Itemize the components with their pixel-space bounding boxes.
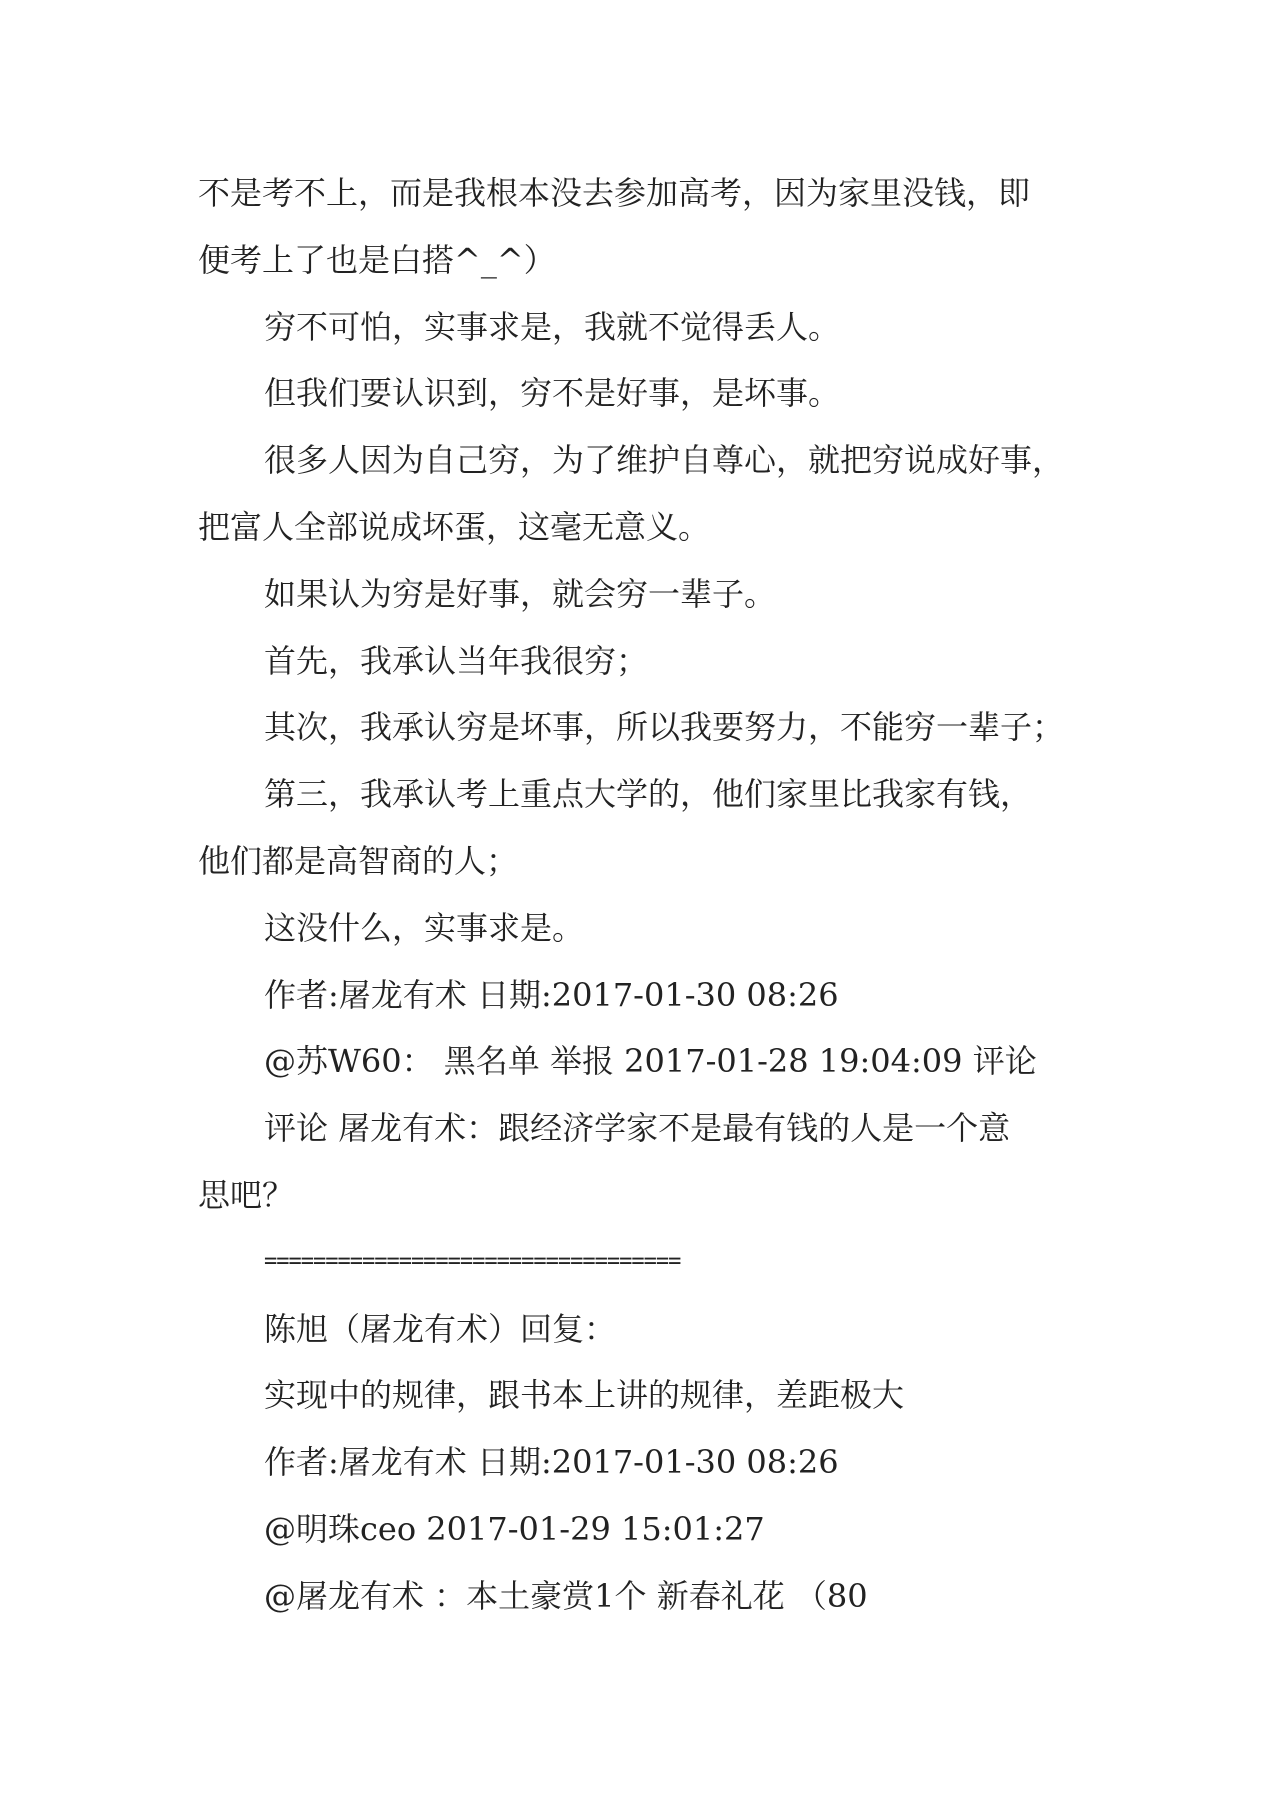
text-line: @屠龙有术 ：本土豪赏1个 新春礼花 （80 bbox=[264, 1576, 868, 1615]
text-line: 这没什么，实事求是。 bbox=[264, 908, 585, 947]
text-line: 穷不可怕，实事求是，我就不觉得丢人。 bbox=[264, 307, 841, 346]
text-line: @明珠ceo 2017-01-29 15:01:27 bbox=[264, 1509, 765, 1548]
text-line: 实现中的规律，跟书本上讲的规律，差距极大 bbox=[264, 1376, 905, 1415]
text-line: 作者:屠龙有术 日期:2017-01-30 08:26 bbox=[264, 975, 839, 1014]
separator-line: ================================== bbox=[264, 1248, 681, 1274]
text-line: 他们都是高智商的人； bbox=[198, 841, 519, 880]
text-line: 把富人全部说成坏蛋，这毫无意义。 bbox=[198, 507, 711, 546]
body-text bbox=[198, 160, 1078, 1630]
text-line: 不是考不上，而是我根本没去参加高考，因为家里没钱，即 bbox=[198, 174, 1031, 212]
text-line: 其次，我承认穷是坏事，所以我要努力，不能穷一辈子； bbox=[264, 708, 1065, 747]
text-line: 第三，我承认考上重点大学的，他们家里比我家有钱， bbox=[264, 775, 1033, 814]
text-line: 思吧？ bbox=[198, 1175, 295, 1214]
text-line: 评论 屠龙有术：跟经济学家不是最有钱的人是一个意 bbox=[264, 1109, 1011, 1148]
text-line: 作者:屠龙有术 日期:2017-01-30 08:26 bbox=[264, 1443, 839, 1482]
text-line: 如果认为穷是好事，就会穷一辈子。 bbox=[264, 574, 777, 613]
text-line: 但我们要认识到，穷不是好事，是坏事。 bbox=[264, 374, 841, 413]
text-line: 首先，我承认当年我很穷； bbox=[264, 641, 649, 680]
text-line: 便考上了也是白搭^_^） bbox=[198, 240, 556, 279]
text-line: @苏W60： 黑名单 举报 2017-01-28 19:04:09 评论 bbox=[264, 1042, 1037, 1081]
text-line: 很多人因为自己穷，为了维护自尊心，就把穷说成好事， bbox=[264, 441, 1065, 480]
text-line: 陈旭（屠龙有术）回复： bbox=[264, 1309, 617, 1348]
